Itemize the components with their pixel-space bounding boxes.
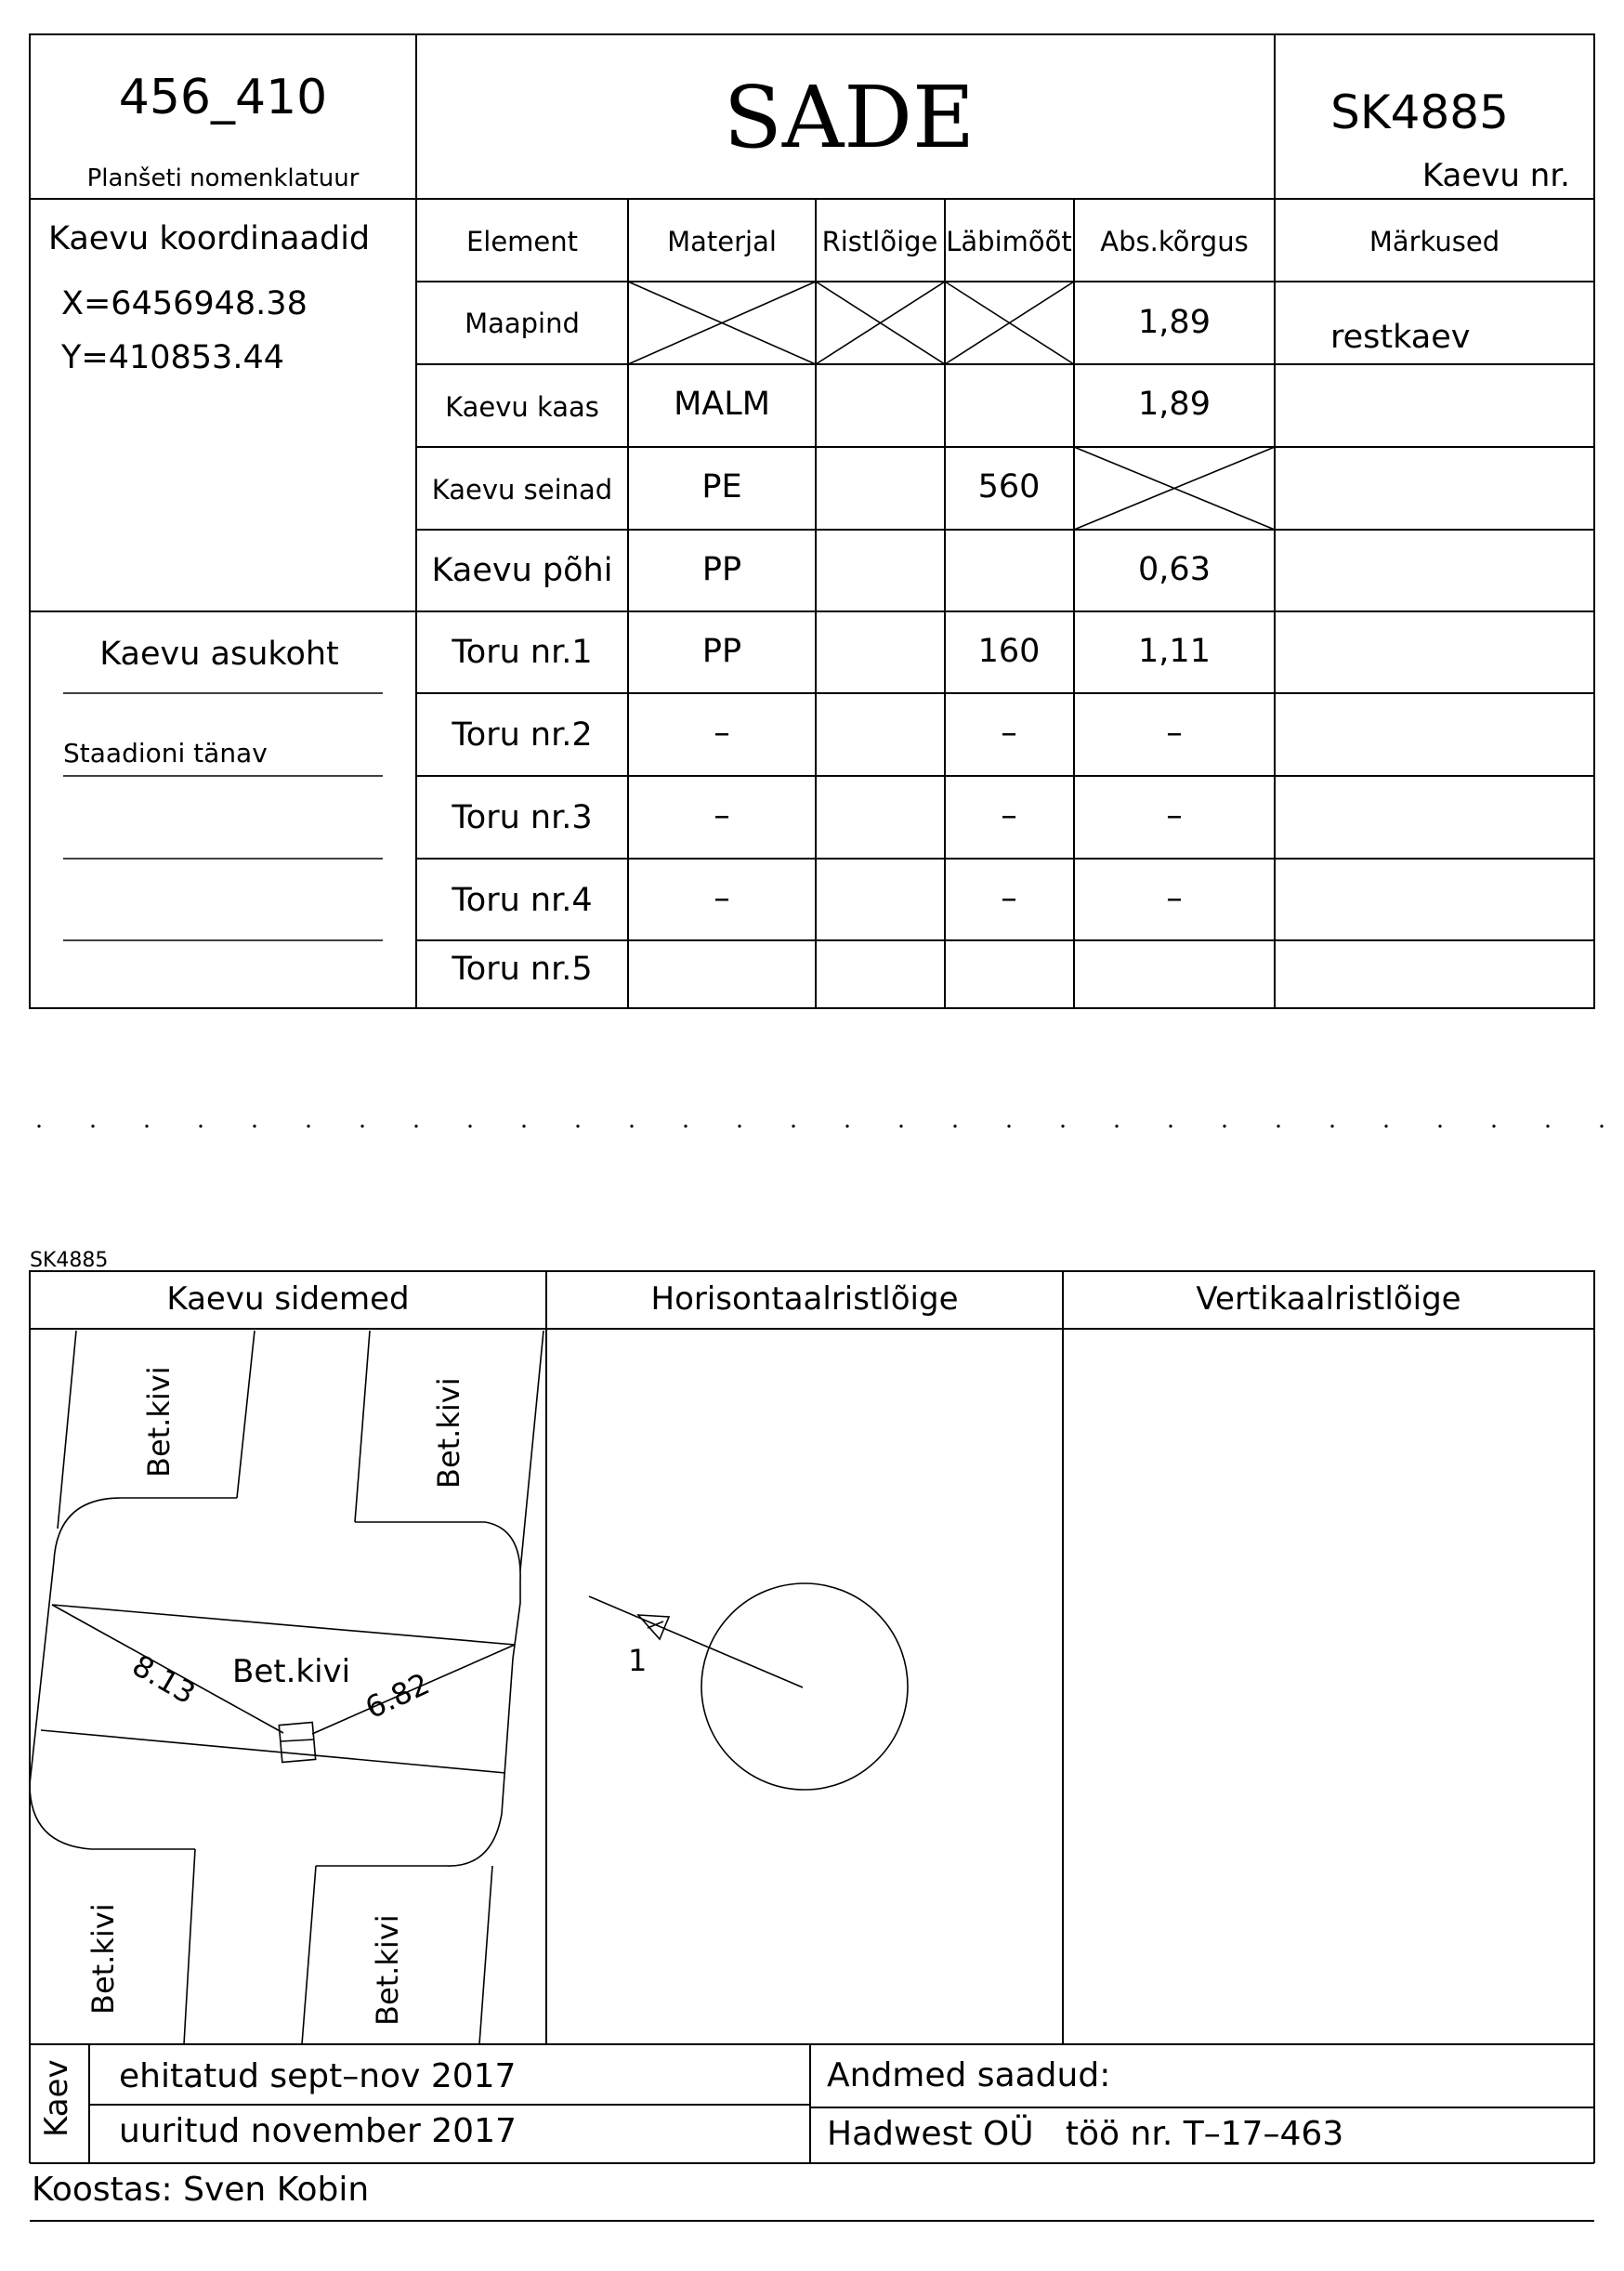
drawing-card xyxy=(30,1249,1594,2044)
cell-elevation: 0,63 xyxy=(1138,551,1211,588)
surface-label-bottom-left: Bet.kivi xyxy=(85,1903,121,2015)
cell-diameter: 160 xyxy=(977,633,1041,670)
cell-elevation: 1,11 xyxy=(1138,633,1211,670)
cell-elevation: 1,89 xyxy=(1138,386,1211,423)
sheet-code-label: Planšeti nomenklatuur xyxy=(86,164,360,192)
author: Koostas: Sven Kobin xyxy=(32,2171,370,2209)
distance-left: 8.13 xyxy=(126,1647,202,1712)
data-source-label: Andmed saadud: xyxy=(827,2056,1111,2094)
cell-diameter: – xyxy=(1001,880,1017,917)
cell-element: Toru nr.3 xyxy=(452,799,593,836)
cell-material: PE xyxy=(701,468,742,505)
well-number-label: Kaevu nr. xyxy=(1421,157,1570,194)
cell-diameter: – xyxy=(1001,715,1017,752)
table-row xyxy=(451,951,592,988)
cell-element: Toru nr.5 xyxy=(452,951,593,988)
footer-side-label: Kaev xyxy=(38,2059,75,2137)
coordinates-label: Kaevu koordinaadid xyxy=(48,220,371,257)
cell-element: Toru nr.1 xyxy=(452,634,593,671)
col-header-cross: Ristlõige xyxy=(821,226,938,257)
surface-label-top-right: Bet.kivi xyxy=(431,1377,466,1489)
cell-element: Kaevu kaas xyxy=(445,391,599,423)
col-header-element: Element xyxy=(465,226,579,257)
surveyed-date: uuritud november 2017 xyxy=(119,2112,517,2150)
cell-elevation: – xyxy=(1166,880,1183,917)
table-header xyxy=(466,226,1500,257)
cell-material: – xyxy=(714,880,730,917)
cell-element: Toru nr.2 xyxy=(452,716,593,754)
well-info-card xyxy=(30,34,1594,1008)
location-label: Kaevu asukoht xyxy=(99,636,339,673)
table-row xyxy=(432,551,1211,589)
cell-material: MALM xyxy=(674,386,770,423)
panel-title-connections: Kaevu sidemed xyxy=(166,1280,410,1318)
horizontal-section-sketch xyxy=(589,1583,908,1790)
cell-material: – xyxy=(714,797,730,834)
footer xyxy=(30,2044,1594,2221)
well-circle xyxy=(701,1583,908,1790)
table-row xyxy=(432,468,1041,505)
cell-notes: restkaev xyxy=(1330,319,1471,356)
cell-material: PP xyxy=(701,551,742,588)
connections-sketch xyxy=(30,1331,544,2044)
cell-element: Kaevu seinad xyxy=(431,474,613,505)
table-row xyxy=(451,633,1211,671)
dotted-separator xyxy=(37,1124,1603,1127)
table-row xyxy=(445,386,1211,423)
table-body xyxy=(432,304,1471,988)
col-header-elevation: Abs.kõrgus xyxy=(1100,226,1249,257)
cell-element: Toru nr.4 xyxy=(452,882,593,919)
surface-label-bottom-right: Bet.kivi xyxy=(370,1914,405,2026)
cell-element: Kaevu põhi xyxy=(431,552,613,589)
built-date: ehitatud sept–nov 2017 xyxy=(119,2057,517,2095)
panel-title-horizontal: Horisontaalristlõige xyxy=(650,1280,959,1318)
cell-diameter: – xyxy=(1001,797,1017,834)
cell-material: – xyxy=(714,715,730,752)
pipe-line xyxy=(589,1596,803,1687)
cell-element: Maapind xyxy=(465,308,580,339)
col-header-material: Materjal xyxy=(667,226,777,257)
cell-diameter: 560 xyxy=(977,468,1041,505)
table-row xyxy=(465,304,1470,356)
cell-elevation: – xyxy=(1166,797,1183,834)
pipe-number-label: 1 xyxy=(628,1643,648,1678)
cell-elevation: – xyxy=(1166,715,1183,752)
panel-title-vertical: Vertikaalristlõige xyxy=(1196,1280,1461,1318)
table-row xyxy=(451,797,1182,836)
distance-right: 6.82 xyxy=(360,1665,435,1726)
table-row xyxy=(451,880,1182,919)
col-header-notes: Märkused xyxy=(1369,226,1500,257)
cell-material: PP xyxy=(701,633,742,670)
data-source: Hadwest OÜ töö nr. T–17–463 xyxy=(827,2115,1344,2153)
coordinate-x: X=6456948.38 xyxy=(61,285,308,322)
location-street: Staadioni tänav xyxy=(63,738,268,768)
surface-label-top-left: Bet.kivi xyxy=(141,1366,177,1477)
well-number: SK4885 xyxy=(1330,85,1509,139)
drawing-ref: SK4885 xyxy=(30,1249,109,1272)
surface-label-center: Bet.kivi xyxy=(232,1653,351,1690)
col-header-diameter: Läbimõõt xyxy=(946,226,1072,257)
coordinate-y: Y=410853.44 xyxy=(61,339,284,376)
table-row xyxy=(451,715,1182,754)
sheet-code: 456_410 xyxy=(118,70,328,125)
document-title: SADE xyxy=(723,68,976,167)
cell-elevation: 1,89 xyxy=(1138,304,1211,341)
